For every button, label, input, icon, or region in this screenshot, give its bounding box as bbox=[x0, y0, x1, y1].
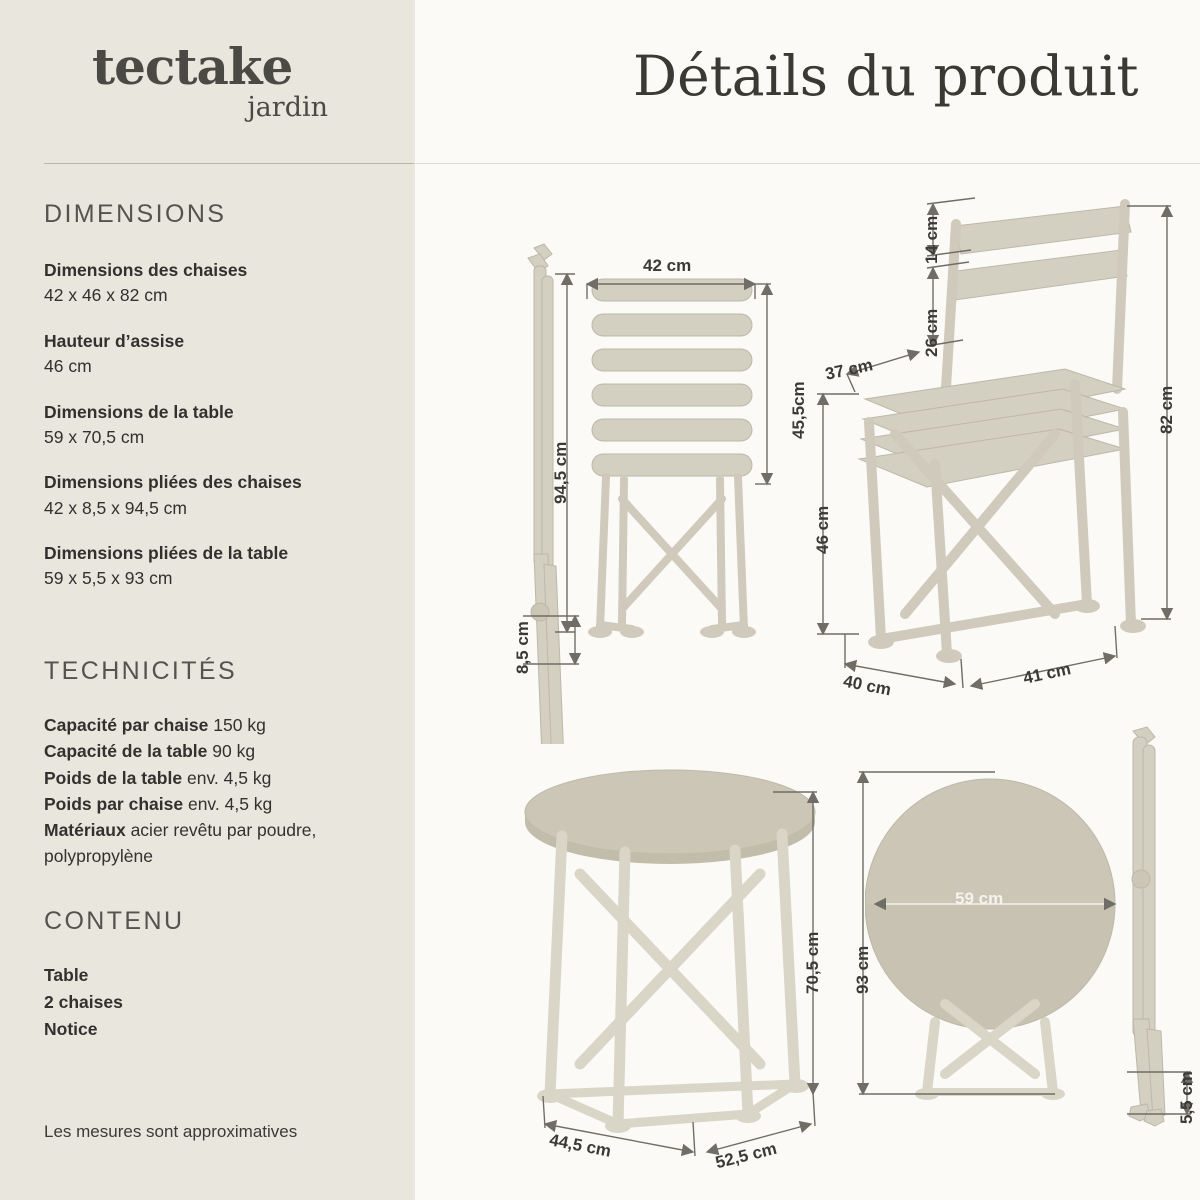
dimension-label: Hauteur d’assise bbox=[44, 330, 185, 351]
divider-left bbox=[44, 163, 414, 164]
dimension-label-table-folded-depth: 5,5 cm bbox=[1177, 1071, 1196, 1124]
technicite-item bbox=[44, 765, 384, 791]
technicite-label: Capacité de la table bbox=[44, 741, 208, 762]
technicite-label: Poids par chaise bbox=[44, 793, 184, 814]
technicite-item bbox=[44, 712, 384, 738]
footnote-text: Les mesures sont approximatives bbox=[44, 1122, 298, 1141]
technicite-item bbox=[44, 738, 384, 764]
contenu-item: Table bbox=[44, 965, 89, 985]
technicite-value: 150 kg bbox=[213, 715, 266, 735]
dimension-item bbox=[44, 541, 394, 592]
dimension-label-chair-front-width: 42 cm bbox=[643, 256, 692, 275]
contenu-item: Notice bbox=[44, 1019, 98, 1040]
brand-subline: jardin bbox=[247, 92, 328, 123]
technicite-value: acier revêtu par poudre, polypropylène bbox=[44, 820, 317, 867]
section-heading-contenu: CONTENU bbox=[44, 907, 185, 935]
dimension-label-base-front: 40 cm bbox=[841, 671, 893, 700]
contenu-item: 2 chaises bbox=[44, 992, 123, 1013]
dimension-value: 59 x 5,5 x 93 cm bbox=[44, 568, 173, 589]
brand-logo bbox=[92, 37, 392, 123]
technicites-list bbox=[44, 712, 384, 870]
dimension-label-table-height: 70,5 cm bbox=[803, 931, 822, 994]
dimension-label-base-side: 41 cm bbox=[1021, 659, 1073, 688]
dimension-label: Dimensions pliées des chaises bbox=[44, 472, 302, 493]
technicite-label: Matériaux bbox=[44, 820, 126, 840]
chair-iso-drawing bbox=[825, 184, 1200, 704]
dimension-value: 42 x 8,5 x 94,5 cm bbox=[44, 497, 187, 518]
dimension-label-chair-folded-depth: 8,5 cm bbox=[513, 621, 532, 674]
dimensions-list bbox=[44, 258, 394, 612]
contenu-list bbox=[44, 962, 344, 1043]
dimension-item bbox=[44, 258, 394, 309]
table-folded-front-drawing bbox=[865, 774, 1125, 1104]
section-heading-dimensions: DIMENSIONS bbox=[44, 200, 227, 228]
brand-name: tectake bbox=[92, 37, 293, 96]
section-heading-technicites: TECHNICITÉS bbox=[44, 657, 238, 685]
dimension-label-backrest-lower: 26 cm bbox=[922, 308, 941, 357]
technicite-value: env. 4,5 kg bbox=[187, 793, 273, 814]
dimension-item bbox=[44, 400, 394, 451]
technicite-value: 90 kg bbox=[212, 741, 256, 762]
dimension-label: Dimensions des chaises bbox=[44, 260, 248, 280]
dimension-label-table-diameter: 59 cm bbox=[955, 889, 1004, 908]
technicite-item bbox=[44, 791, 384, 817]
dimension-label: Dimensions de la table bbox=[44, 401, 234, 422]
dimension-label-table-folded-height: 93 cm bbox=[853, 945, 872, 994]
page-title: Détails du produit bbox=[633, 44, 1139, 108]
dimension-label-seat-height: 46 cm bbox=[813, 505, 832, 554]
technicite-value: env. 4,5 kg bbox=[186, 767, 272, 788]
dimension-label-table-base-side: 52,5 cm bbox=[713, 1138, 779, 1173]
dimension-value: 42 x 46 x 82 cm bbox=[44, 285, 168, 306]
dimension-value: 46 cm bbox=[44, 356, 92, 377]
dimension-label-chair-folded-height: 94,5 cm bbox=[551, 441, 570, 504]
dimension-label-backrest-top: 14 cm bbox=[922, 215, 941, 264]
product-drawings bbox=[415, 164, 1200, 1200]
technicite-label: Capacité par chaise bbox=[44, 715, 209, 735]
chair-front-drawing bbox=[570, 229, 820, 699]
dimension-label-chair-back-height: 45,5cm bbox=[789, 381, 808, 439]
dimension-label-chair-total-height: 82 cm bbox=[1157, 385, 1176, 434]
dimension-label: Dimensions pliées de la table bbox=[44, 543, 289, 563]
dimension-item bbox=[44, 329, 394, 380]
technicite-label: Poids de la table bbox=[44, 767, 183, 788]
dimension-item bbox=[44, 470, 394, 521]
table-iso-drawing bbox=[510, 764, 840, 1184]
dimension-value: 59 x 70,5 cm bbox=[44, 426, 145, 447]
dimension-label-seat-depth: 37 cm bbox=[823, 355, 875, 384]
dimension-label-table-base-front: 44,5 cm bbox=[547, 1130, 613, 1161]
technicite-item bbox=[44, 817, 384, 870]
